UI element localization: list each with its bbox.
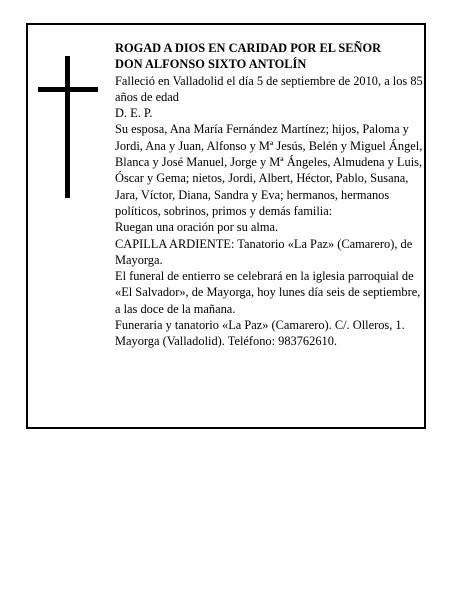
prayer-request: Ruegan una oración por su alma. <box>115 220 279 235</box>
notice-heading-line2: DON ALFONSO SIXTO ANTOLÍN <box>115 57 307 72</box>
death-info: Falleció en Valladolid el día 5 de septiembre de 2010, a los 85 años de edad <box>115 73 423 104</box>
obituary-notice <box>26 23 426 429</box>
notice-heading-line1: ROGAD A DIOS EN CARIDAD POR EL SEÑOR <box>115 41 382 55</box>
cross-vertical-bar <box>65 56 70 198</box>
family-list: Su esposa, Ana María Fernández Martínez; hijos, Paloma y Jordi, Ana y Juan, Alfonso y Mª Jesús, Belén y Miguel Ángel, Blanca y José Manuel, Jorge y Mª Ángeles, Almudena y Luis, Óscar y Gema; nietos, Jordi, Albert, Héctor, Pablo, Susana, Jara, Víctor, Diana, Sandra y Eva; hermanos, hermanos políticos, sobrinos, primos y demás familia: <box>115 122 423 218</box>
funeral-info: El funeral de entierro se celebrará en la iglesia parroquial de «El Salvador», de Mayorga, hoy lunes día seis de septiembre, a las doce de la mañana. <box>115 269 421 316</box>
cross-horizontal-bar <box>38 87 98 92</box>
rip-line: D. E. P. <box>115 106 153 121</box>
chapel-info: CAPILLA ARDIENTE: Tanatorio «La Paz» (Camarero), de Mayorga. <box>115 236 413 267</box>
funeral-home-info: Funeraria y tanatorio «La Paz» (Camarero). C/. Olleros, 1. Mayorga (Valladolid). Teléfono: 983762610. <box>115 318 405 349</box>
notice-body <box>115 40 427 350</box>
cross-icon <box>38 56 98 198</box>
